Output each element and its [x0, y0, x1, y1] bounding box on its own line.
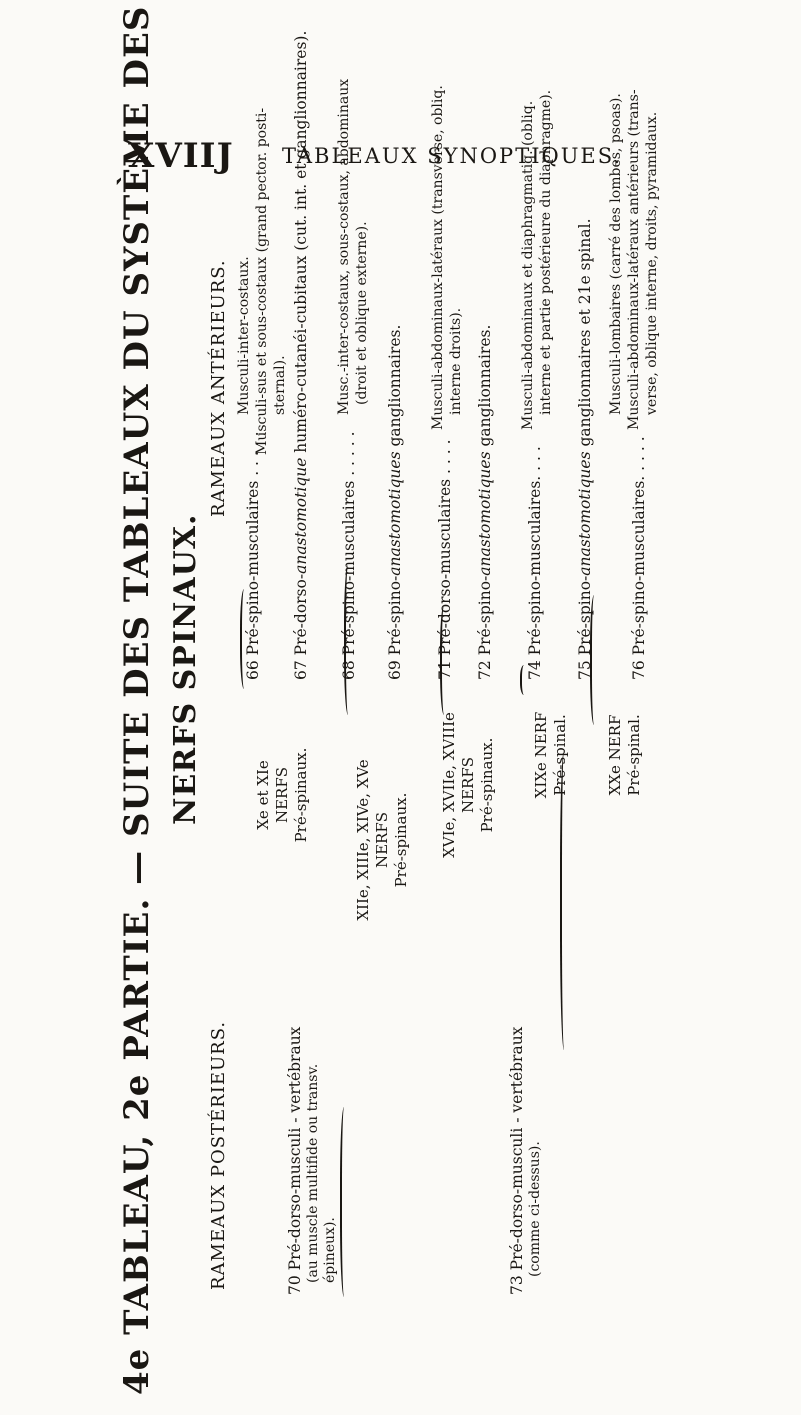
- nerve-group-16-18: XVIe, XVIIe, XVIIIe NERFS Pré-spinaux.: [440, 712, 496, 858]
- posterior-branches-heading: RAMEAUX POSTÉRIEURS.: [208, 1020, 229, 1290]
- anterior-entry-68-b: (droit et oblique externe).: [354, 221, 370, 405]
- anterior-entry-66-c: sternal).: [272, 355, 288, 415]
- page-number: XVIIJ: [128, 136, 234, 176]
- nerve-group-20: XXe NERF Pré-spinal.: [606, 714, 643, 796]
- anterior-entry-76-c: verse, oblique interne, droits, pyramidaux.: [644, 111, 660, 415]
- anterior-entry-71-b: interne droits).: [448, 307, 464, 415]
- anterior-entry-66-b: Musculi-sus et sous-costaux (grand pector. posti-: [254, 107, 270, 455]
- anterior-entry-66: 66 Pré-spino-musculaires . . . . .: [244, 431, 262, 680]
- nerve-group-19: XIXe NERF Pré-spinal.: [532, 711, 569, 799]
- anterior-entry-68: 68 Pré-spino-musculaires . . . . .: [340, 431, 358, 680]
- anterior-entry-71-a: Musculi-abdominaux-latéraux (transverse, obliq.: [430, 85, 446, 430]
- anterior-entry-75: 75 Pré-spino-anastomotiques ganglionnaires et 21e spinal.: [576, 218, 594, 680]
- anterior-entry-74: 74 Pré-spino-musculaires. . . .: [526, 446, 544, 680]
- nerve-group-10-11: Xe et XIe NERFS Pré-spinaux.: [254, 747, 310, 843]
- table-title: 4e TABLEAU, 2e PARTIE. — SUITE DES TABLEAUX DU SYSTÈME DES: [117, 5, 157, 1395]
- posterior-entry-70: 70 Pré-dorso-musculi - vertébraux (au muscle multifide ou transv. épineux).: [286, 1026, 338, 1295]
- anterior-entry-76: 76 Pré-spino-musculaires. . . . .: [630, 436, 648, 680]
- anterior-entry-69: 69 Pré-spino-anastomotiques ganglionnaires.: [386, 324, 404, 680]
- table-subtitle: NERFS SPINAUX.: [168, 513, 203, 825]
- anterior-entry-74-a: Musculi-abdominaux et diaphragmatiq. (obliq.: [520, 100, 536, 430]
- anterior-entry-71: 71 Pré-dorso-musculaires . . . .: [436, 439, 454, 680]
- running-title: TABLEAUX SYNOPTIQUES.: [282, 144, 623, 168]
- anterior-entry-76-b: Musculi-abdominaux-latéraux antérieurs (trans-: [626, 89, 642, 430]
- brace-group-1: [340, 1107, 350, 1297]
- anterior-entry-74-b: interne et partie postérieure du diaphragme).: [538, 89, 554, 415]
- anterior-entry-72: 72 Pré-spino-anastomotiques ganglionnaires.: [476, 324, 494, 680]
- anterior-entry-76-a: Musculi-lombaires (carré des lombes, psoas).: [608, 93, 624, 415]
- anterior-entry-68-a: Musc.-inter-costaux, sous-costaux, abdominaux: [336, 78, 352, 415]
- anterior-branches-heading: RAMEAUX ANTÉRIEURS.: [208, 259, 229, 517]
- posterior-entry-73: 73 Pré-dorso-musculi - vertébraux (comme ci-dessus).: [508, 1026, 543, 1295]
- nerve-group-12-15: XIIe, XIIIe, XIVe, XVe NERFS Pré-spinaux.: [354, 759, 410, 921]
- anterior-entry-67: 67 Pré-dorso-anastomotique huméro-cutanéi-cubitaux (cut. int. et ganglionnaires).: [292, 30, 310, 680]
- anterior-entry-66-a: Musculi-inter-costaux.: [236, 256, 252, 415]
